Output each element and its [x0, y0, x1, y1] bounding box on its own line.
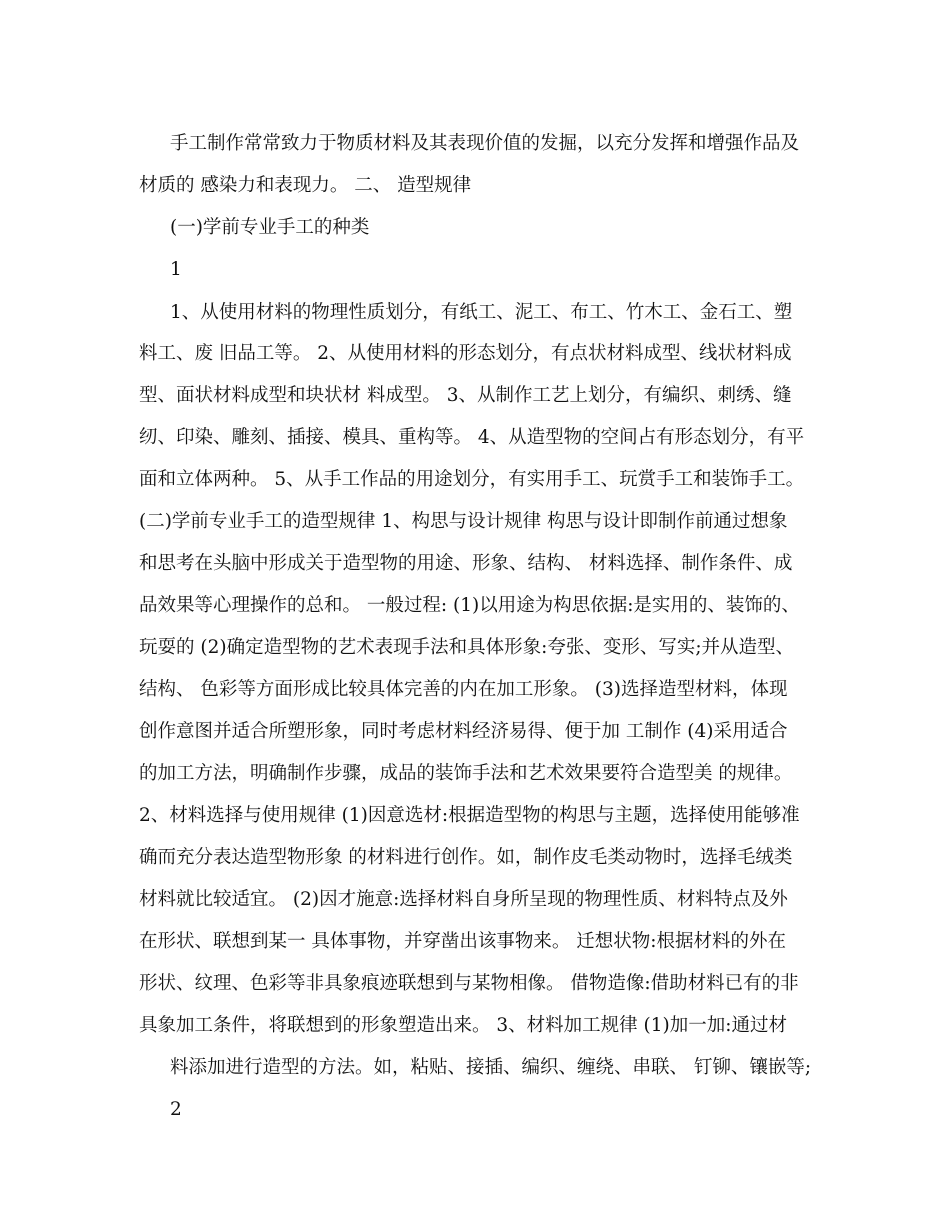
text-line: 结构、 色彩等方面形成比较具体完善的内在加工形象。 (3)选择造型材料，体现: [139, 679, 788, 700]
text-line: 和思考在头脑中形成关于造型物的用途、形象、结构、 材料选择、制作条件、成: [139, 553, 793, 574]
text-line: 1、从使用材料的物理性质划分，有纸工、泥工、布工、竹木工、金石工、塑: [170, 302, 793, 323]
text-line: 料添加进行造型的方法。如，粘贴、接插、编织、缠绕、串联、 钉铆、镶嵌等;: [170, 1057, 812, 1078]
text-line: 材质的 感染力和表现力。 二、 造型规律: [139, 175, 472, 196]
text-line: 手工制作常常致力于物质材料及其表现价值的发掘，以充分发挥和增强作品及: [170, 133, 800, 154]
text-line: 品效果等心理操作的总和。 一般过程: (1)以用途为构思依据:是实用的、装饰的、: [139, 595, 800, 616]
text-line: 具象加工条件，将联想到的形象塑造出来。 3、材料加工规律 (1)加一加:通过材: [139, 1015, 787, 1036]
text-line: (二)学前专业手工的造型规律 1、构思与设计规律 构思与设计即制作前通过想象: [139, 511, 788, 532]
text-line: 确而充分表达造型物形象 的材料进行创作。如，制作皮毛类动物时，选择毛绒类: [139, 847, 793, 868]
text-line: 型、面状材料成型和块状材 料成型。 3、从制作工艺上划分，有编织、刺绣、缝: [139, 385, 792, 406]
text-line: 形状、纹理、色彩等非具象痕迹联想到与某物相像。 借物造像:借助材料已有的非: [139, 973, 799, 994]
text-line: 料工、废 旧品工等。 2、从使用材料的形态划分，有点状材料成型、线状材料成: [139, 343, 792, 364]
text-line: 面和立体两种。 5、从手工作品的用途划分，有实用手工、玩赏手工和装饰手工。: [139, 469, 805, 490]
text-line: 的加工方法，明确制作步骤，成品的装饰手法和艺术效果要符合造型美 的规律。: [139, 763, 793, 784]
text-line: 在形状、联想到某一 具体事物，并穿凿出该事物来。 迁想状物:根据材料的外在: [139, 931, 786, 952]
text-line: 2、材料选择与使用规律 (1)因意选材:根据造型物的构思与主题，选择使用能够准: [139, 805, 800, 826]
text-line: 材料就比较适宜。 (2)因才施意:选择材料自身所呈现的物理性质、材料特点及外: [139, 889, 788, 910]
page-number: 1: [170, 259, 182, 280]
page-number: 2: [170, 1099, 182, 1120]
text-line: 玩耍的 (2)确定造型物的艺术表现手法和具体形象:夸张、变形、写实;并从造型、: [139, 637, 795, 658]
text-line: 纫、印染、雕刻、插接、模具、重构等。 4、从造型物的空间占有形态划分，有平: [139, 427, 805, 448]
text-line: 创作意图并适合所塑形象，同时考虑材料经济易得、便于加 工制作 (4)采用适合: [139, 721, 788, 742]
section-heading: (一)学前专业手工的种类: [170, 217, 370, 238]
